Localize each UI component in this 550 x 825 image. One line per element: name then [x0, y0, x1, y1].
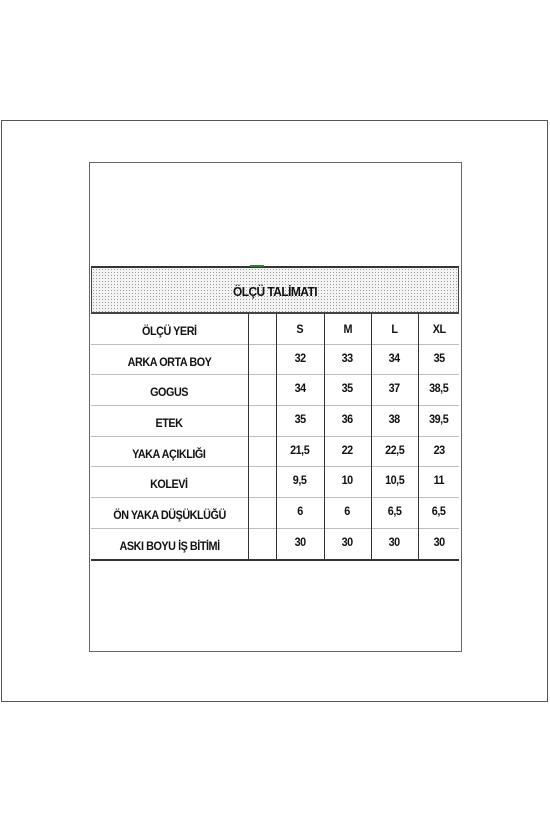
cell-selection-mark — [250, 265, 264, 267]
blank-column-cell — [248, 375, 276, 406]
header-measure-point: ÖLÇÜ YERİ — [91, 314, 248, 345]
table-row — [91, 375, 459, 406]
blank-column-cell — [248, 467, 276, 498]
value-l: 10,5 — [371, 467, 418, 498]
blank-column-cell — [248, 436, 276, 467]
table-row — [91, 344, 459, 375]
table-row — [91, 467, 459, 498]
blank-column-cell — [248, 528, 276, 559]
value-s: 9,5 — [276, 467, 324, 498]
value-m: 10 — [324, 467, 371, 498]
table-row — [91, 436, 459, 467]
blank-column-cell — [248, 314, 276, 345]
row-label: ASKI BOYU İŞ BİTİMİ — [91, 528, 248, 559]
size-chart-title: ÖLÇÜ TALİMATI — [232, 284, 318, 299]
value-xl: 6,5 — [418, 498, 459, 529]
value-l: 6,5 — [371, 498, 418, 529]
value-s: 6 — [276, 498, 324, 529]
value-s: 35 — [276, 406, 324, 437]
table-header-row — [91, 314, 459, 345]
size-table — [91, 313, 459, 561]
row-label: ÖN YAKA DÜŞÜKLÜĞÜ — [91, 498, 248, 529]
value-xl: 38,5 — [418, 375, 459, 406]
value-m: 36 — [324, 406, 371, 437]
header-size-l: L — [371, 314, 418, 345]
value-s: 21,5 — [276, 436, 324, 467]
value-l: 34 — [371, 344, 418, 375]
table-row — [91, 498, 459, 529]
value-xl: 35 — [418, 344, 459, 375]
value-l: 30 — [371, 528, 418, 559]
value-m: 35 — [324, 375, 371, 406]
value-m: 22 — [324, 436, 371, 467]
row-label: YAKA AÇIKLIĞI — [91, 436, 248, 467]
row-label: ETEK — [91, 406, 248, 437]
value-xl: 39,5 — [418, 406, 459, 437]
title-band — [91, 266, 459, 313]
value-l: 22,5 — [371, 436, 418, 467]
value-xl: 23 — [418, 436, 459, 467]
value-l: 37 — [371, 375, 418, 406]
header-size-s: S — [276, 314, 324, 345]
row-label: KOLEVİ — [91, 467, 248, 498]
value-m: 33 — [324, 344, 371, 375]
row-label: GOGUS — [91, 375, 248, 406]
value-xl: 30 — [418, 528, 459, 559]
blank-column-cell — [248, 498, 276, 529]
blank-column-cell — [248, 406, 276, 437]
header-size-xl: XL — [418, 314, 459, 345]
value-m: 6 — [324, 498, 371, 529]
value-s: 32 — [276, 344, 324, 375]
value-s: 30 — [276, 528, 324, 559]
value-l: 38 — [371, 406, 418, 437]
table-row — [91, 406, 459, 437]
header-size-m: M — [324, 314, 371, 345]
row-label: ARKA ORTA BOY — [91, 344, 248, 375]
value-m: 30 — [324, 528, 371, 559]
value-s: 34 — [276, 375, 324, 406]
value-xl: 11 — [418, 467, 459, 498]
blank-column-cell — [248, 344, 276, 375]
table-row — [91, 528, 459, 559]
